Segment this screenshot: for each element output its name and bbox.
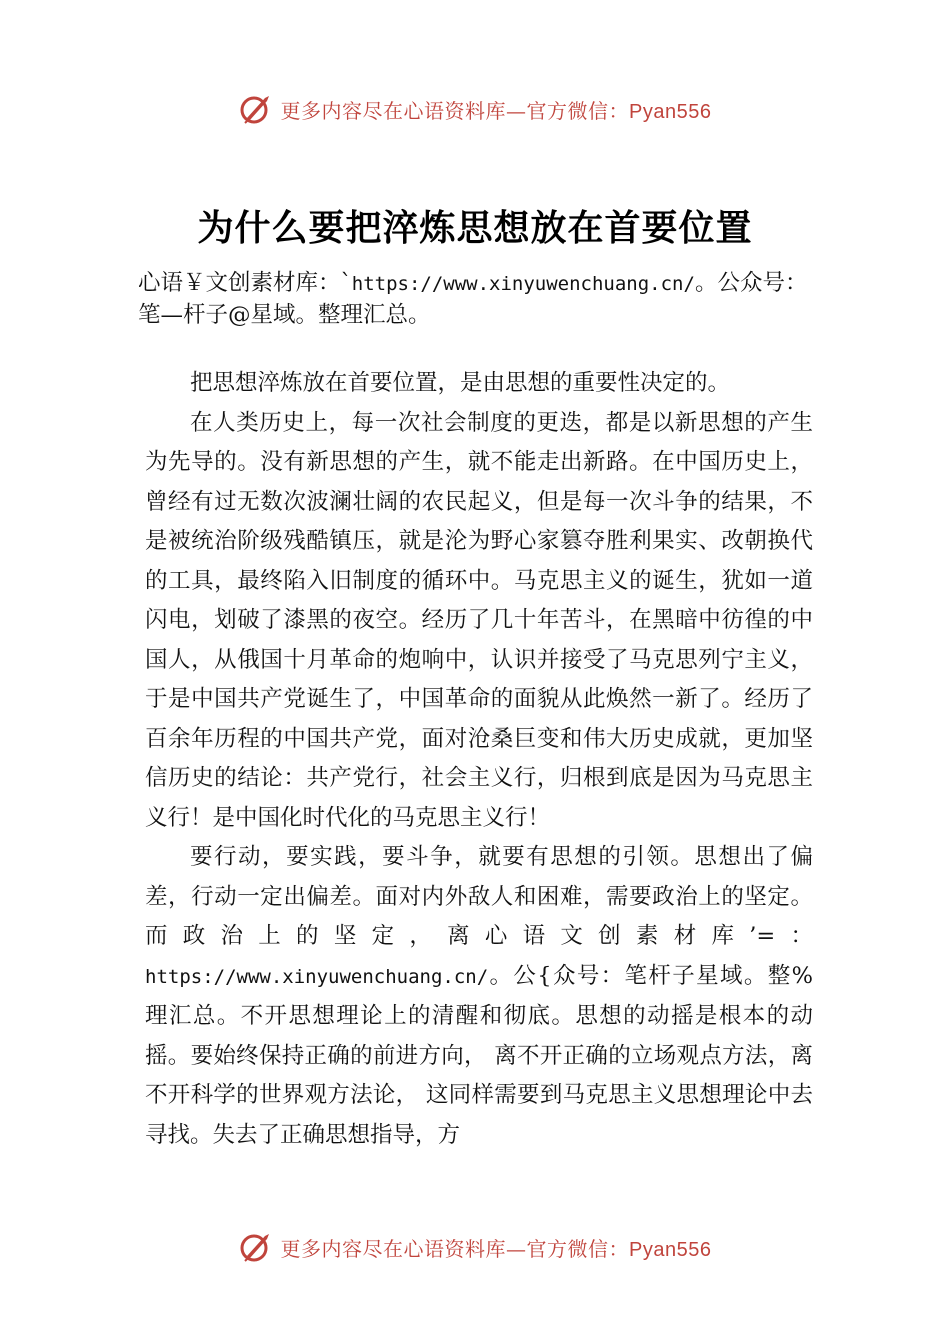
paragraph-2: 在人类历史上，每一次社会制度的更迭，都是以新思想的产生为先导的。没有新思想的产生，就不能走出新路。在中国历史上，曾经有过无数次波澜壮阔的农民起义，但是每一次斗争的结果，不是被统治阶级残酷镇压，就是沦为野心家篡夺胜利果实、改朝换代的工具，最终陷入旧制度的循环中。马克思主义的诞生，犹如一道闪电，划破了漆黑的夜空。经历了几十年苦斗，在黑暗中彷徨的中国人，从俄国十月革命的炮响中，认识并接受了马克思列宁主义，于是中国共产党诞生了，中国革命的面貌从此焕然一新了。经历了百余年历程的中国共产党，面对沧桑巨变和伟大历史成就，更加坚信历史的结论：共产党行，社会主义行，归根到底是因为马克思主义行！是中国化时代化的马克思主义行！ <box>145 409 813 831</box>
quill-pen-circle-icon <box>239 1230 273 1264</box>
paragraph-1: 把思想淬炼放在首要位置，是由思想的重要性决定的。 <box>190 370 731 396</box>
quill-pen-circle-icon <box>239 92 273 126</box>
inline-url: https://www.xinyuwenchuang.cn/ <box>145 965 489 988</box>
wechat-id: Pyan556 <box>629 1238 712 1261</box>
source-url: https://www.xinyuwenchuang.cn/ <box>351 273 695 295</box>
footer-watermark-banner <box>0 1230 950 1274</box>
wechat-id: Pyan556 <box>629 100 712 123</box>
watermark-text: 更多内容尽在心语资料库—官方微信：Pyan556 <box>280 98 712 123</box>
document-title: 为什么要把淬炼思想放在首要位置 <box>197 207 753 249</box>
header-watermark-banner <box>0 92 950 136</box>
paragraph-3: 要行动，要实践，要斗争，就要有思想的引领。思想出了偏差，行动一定出偏差。面对内外敌人和困难，需要政治上的坚定。而政治上的坚定，离心语文创素材库’=：https://www.xinyuwenchuang.cn/。公{众号：笔杆子星域。整%理汇总。不开思想理论上的清醒和彻底。思想的动摇是根本的动摇。要始终保持正确的前进方向， 离不开正确的立场观点方法，离不开科学的世界观方法论， 这同样需要到马克思主义思想理论中去寻找。失去了正确思想指导，方 <box>145 844 813 1148</box>
watermark-text: 更多内容尽在心语资料库—官方微信：Pyan556 <box>280 1236 712 1261</box>
source-line: 心语￥文创素材库：`https://www.xinyuwenchuang.cn/。公众号：笔—杆子@星域。整理汇总。 <box>138 270 808 328</box>
document-body <box>145 364 813 1155</box>
